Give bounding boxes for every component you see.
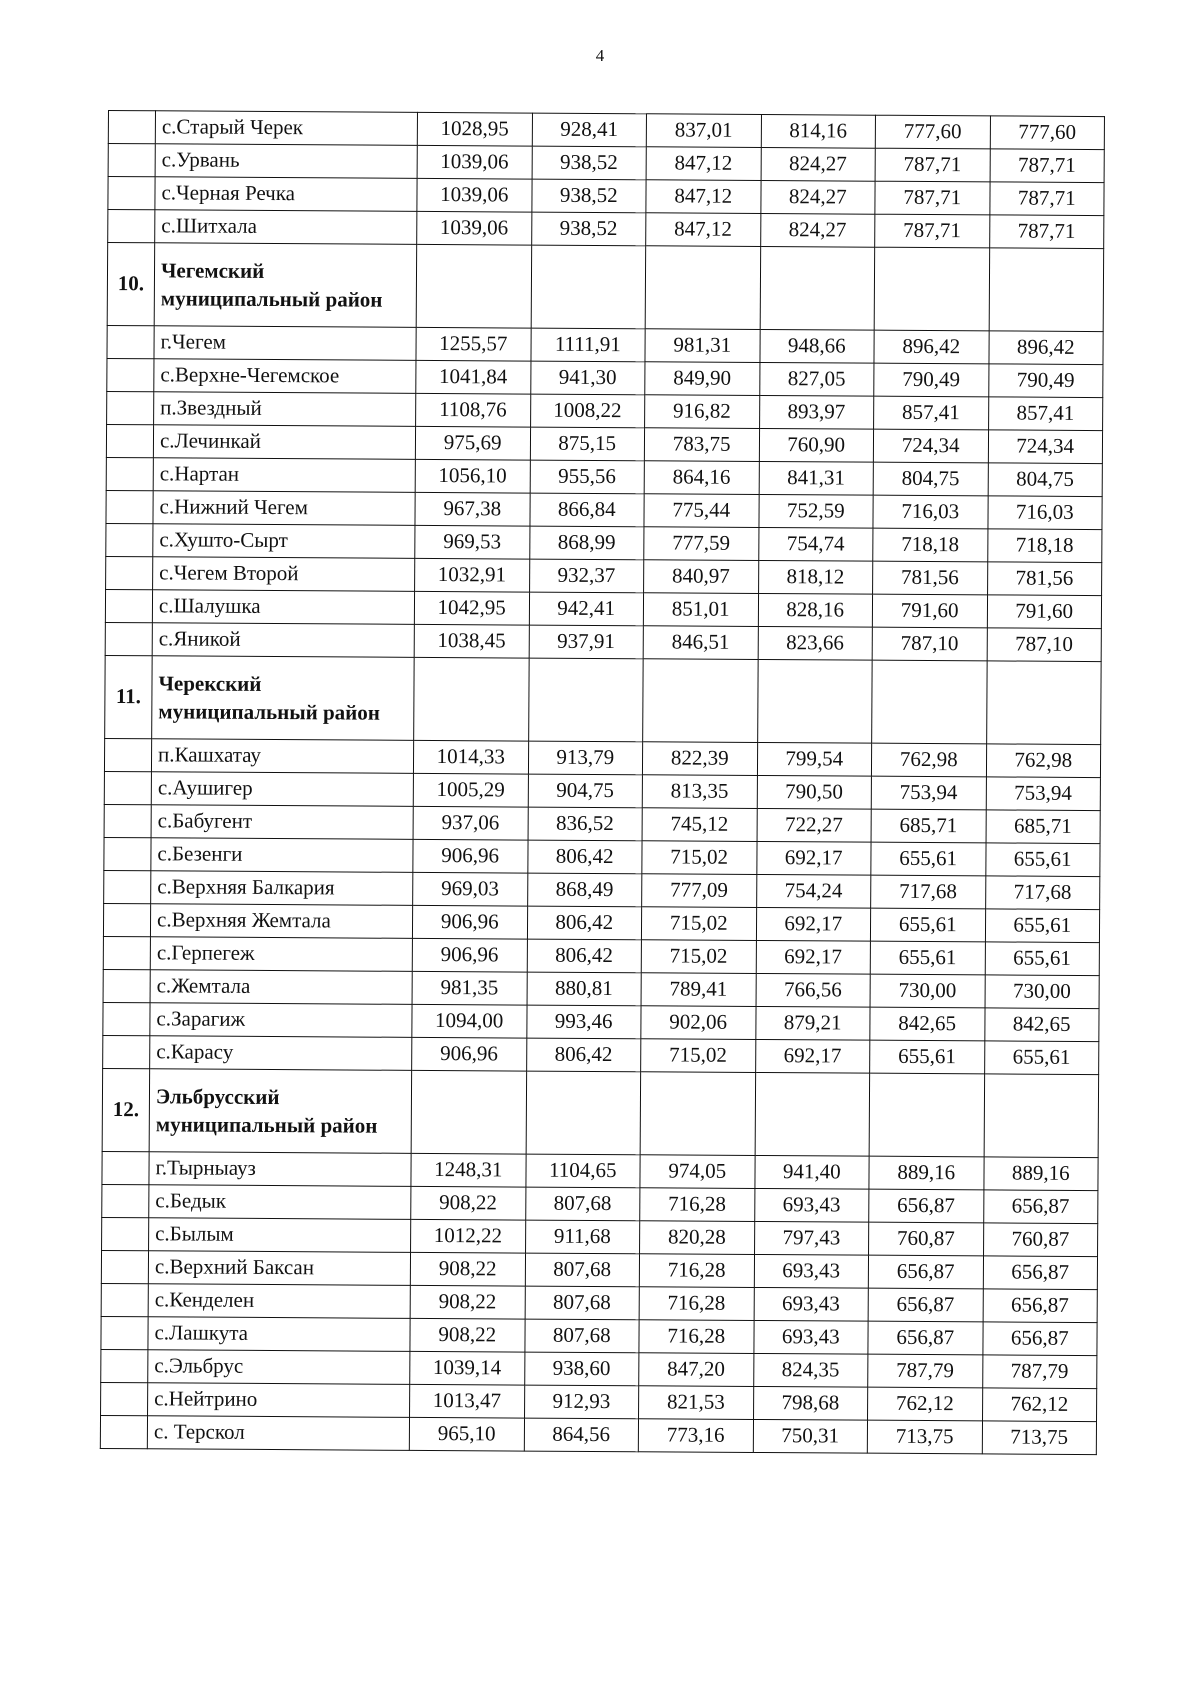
empty-cell bbox=[411, 1070, 526, 1154]
district-title: Эльбрусский муниципальный район bbox=[149, 1069, 412, 1154]
price-value-5: 655,61 bbox=[870, 1040, 985, 1074]
price-value-3: 851,01 bbox=[643, 593, 758, 627]
price-value-6: 762,12 bbox=[982, 1388, 1097, 1422]
price-value-6: 896,42 bbox=[988, 331, 1103, 365]
price-value-3: 745,12 bbox=[642, 808, 757, 842]
row-index-cell bbox=[103, 969, 150, 1002]
empty-cell bbox=[757, 659, 872, 743]
price-value-5: 717,68 bbox=[871, 875, 986, 909]
empty-cell bbox=[986, 661, 1101, 745]
empty-cell bbox=[872, 660, 987, 744]
price-value-6: 685,71 bbox=[986, 810, 1101, 844]
row-index-cell bbox=[106, 490, 153, 523]
price-value-6: 656,87 bbox=[983, 1256, 1098, 1290]
page-number: 4 bbox=[595, 46, 605, 65]
price-value-5: 787,71 bbox=[875, 148, 990, 182]
price-value-2: 955,56 bbox=[530, 460, 645, 494]
price-value-3: 847,12 bbox=[646, 147, 761, 181]
empty-cell bbox=[869, 1073, 984, 1157]
price-value-1: 908,22 bbox=[410, 1318, 525, 1352]
price-value-2: 864,56 bbox=[524, 1418, 639, 1452]
empty-cell bbox=[528, 658, 643, 742]
row-index-cell bbox=[101, 1349, 148, 1382]
price-value-4: 948,66 bbox=[759, 329, 874, 363]
price-value-2: 806,42 bbox=[527, 906, 642, 940]
price-value-4: 879,21 bbox=[755, 1006, 870, 1040]
price-value-6: 787,71 bbox=[990, 149, 1105, 183]
price-value-3: 821,53 bbox=[639, 1386, 754, 1420]
price-value-1: 1014,33 bbox=[413, 740, 528, 774]
price-value-1: 1028,95 bbox=[417, 112, 532, 146]
settlement-name: с.Эльбрус bbox=[148, 1350, 410, 1385]
price-value-3: 902,06 bbox=[641, 1006, 756, 1040]
row-index-cell bbox=[103, 936, 150, 969]
price-value-4: 693,43 bbox=[753, 1320, 868, 1354]
price-value-4: 692,17 bbox=[755, 1039, 870, 1073]
price-value-2: 806,42 bbox=[526, 1038, 641, 1072]
empty-cell bbox=[640, 1072, 755, 1156]
price-value-1: 1094,00 bbox=[412, 1004, 527, 1038]
price-value-3: 981,31 bbox=[645, 329, 760, 363]
price-value-4: 692,17 bbox=[756, 940, 871, 974]
price-value-2: 1111,91 bbox=[530, 328, 645, 362]
price-value-3: 849,90 bbox=[645, 362, 760, 396]
price-value-3: 777,59 bbox=[644, 527, 759, 561]
price-value-4: 754,24 bbox=[756, 874, 871, 908]
row-index-cell bbox=[106, 457, 153, 490]
price-value-6: 791,60 bbox=[987, 595, 1102, 629]
price-value-1: 908,22 bbox=[410, 1285, 525, 1319]
price-value-3: 777,09 bbox=[642, 874, 757, 908]
price-value-2: 868,49 bbox=[527, 873, 642, 907]
price-value-4: 824,27 bbox=[760, 213, 875, 247]
price-value-3: 916,82 bbox=[645, 395, 760, 429]
price-value-4: 790,50 bbox=[757, 775, 872, 809]
price-value-2: 807,68 bbox=[525, 1286, 640, 1320]
row-index-cell bbox=[103, 903, 150, 936]
price-value-2: 806,42 bbox=[527, 840, 642, 874]
settlement-name: г.Чегем bbox=[154, 326, 416, 361]
price-value-3: 820,28 bbox=[640, 1221, 755, 1255]
price-value-5: 724,34 bbox=[873, 429, 988, 463]
price-value-3: 846,51 bbox=[643, 626, 758, 660]
price-value-6: 656,87 bbox=[983, 1190, 1098, 1224]
price-value-5: 787,71 bbox=[875, 214, 990, 248]
settlement-name: с. Терскол bbox=[147, 1416, 409, 1451]
price-value-4: 766,56 bbox=[756, 973, 871, 1007]
empty-cell bbox=[760, 246, 875, 330]
price-value-5: 787,71 bbox=[875, 181, 990, 215]
price-value-1: 1042,95 bbox=[414, 591, 529, 625]
price-value-6: 655,61 bbox=[985, 909, 1100, 943]
price-value-5: 889,16 bbox=[869, 1156, 984, 1190]
settlement-name: с.Былым bbox=[149, 1218, 411, 1253]
price-value-2: 806,42 bbox=[527, 939, 642, 973]
price-value-1: 969,03 bbox=[413, 872, 528, 906]
price-value-4: 828,16 bbox=[758, 593, 873, 627]
price-value-3: 716,28 bbox=[640, 1188, 755, 1222]
row-index-cell bbox=[101, 1250, 148, 1283]
price-value-1: 1056,10 bbox=[415, 459, 530, 493]
price-value-2: 868,99 bbox=[529, 526, 644, 560]
price-value-6: 716,03 bbox=[987, 496, 1102, 530]
price-value-3: 847,20 bbox=[639, 1353, 754, 1387]
price-value-1: 1032,91 bbox=[415, 558, 530, 592]
price-value-4: 722,27 bbox=[757, 808, 872, 842]
price-value-6: 781,56 bbox=[987, 562, 1102, 596]
price-value-4: 692,17 bbox=[756, 841, 871, 875]
settlement-name: с.Зарагиж bbox=[150, 1003, 412, 1038]
price-value-5: 655,61 bbox=[871, 842, 986, 876]
price-value-1: 906,96 bbox=[412, 905, 527, 939]
price-value-6: 787,71 bbox=[989, 215, 1104, 249]
settlement-name: с.Хушто-Сырт bbox=[153, 524, 415, 559]
price-value-2: 941,30 bbox=[530, 361, 645, 395]
price-value-5: 790,49 bbox=[874, 363, 989, 397]
price-value-3: 837,01 bbox=[646, 114, 761, 148]
price-value-1: 1012,22 bbox=[411, 1219, 526, 1253]
price-value-1: 906,96 bbox=[412, 938, 527, 972]
price-value-3: 813,35 bbox=[642, 775, 757, 809]
price-value-4: 799,54 bbox=[757, 742, 872, 776]
price-value-1: 908,22 bbox=[411, 1186, 526, 1220]
settlement-name: с.Старый Черек bbox=[155, 111, 417, 146]
settlement-name: с.Верхний Баксан bbox=[148, 1251, 410, 1286]
price-value-5: 760,87 bbox=[869, 1222, 984, 1256]
settlement-name: с.Черная Речка bbox=[155, 177, 417, 212]
price-value-4: 693,43 bbox=[754, 1287, 869, 1321]
settlement-name: с.Бабугент bbox=[151, 805, 413, 840]
price-value-5: 656,87 bbox=[868, 1255, 983, 1289]
settlement-name: с.Яникой bbox=[152, 623, 414, 658]
price-value-3: 783,75 bbox=[644, 428, 759, 462]
price-value-6: 718,18 bbox=[987, 529, 1102, 563]
price-value-5: 896,42 bbox=[874, 330, 989, 364]
price-value-3: 773,16 bbox=[638, 1419, 753, 1453]
row-index-cell bbox=[108, 177, 155, 210]
settlement-name: с.Безенги bbox=[151, 838, 413, 873]
price-value-5: 762,12 bbox=[868, 1387, 983, 1421]
price-value-6: 762,98 bbox=[986, 744, 1101, 778]
settlement-name: с.Жемтала bbox=[150, 970, 412, 1005]
empty-cell bbox=[874, 247, 989, 331]
price-value-4: 893,97 bbox=[759, 395, 874, 429]
empty-cell bbox=[526, 1071, 641, 1155]
price-value-6: 713,75 bbox=[982, 1421, 1097, 1455]
settlement-name: с.Кенделен bbox=[148, 1284, 410, 1319]
price-value-2: 836,52 bbox=[528, 807, 643, 841]
row-index-cell bbox=[105, 622, 152, 655]
settlement-name: с.Карасу bbox=[150, 1036, 412, 1071]
row-index-cell bbox=[103, 1002, 150, 1035]
row-index-cell bbox=[108, 111, 155, 144]
price-value-5: 781,56 bbox=[873, 561, 988, 595]
empty-cell bbox=[645, 246, 760, 330]
price-value-2: 912,93 bbox=[524, 1385, 639, 1419]
district-number: 11. bbox=[105, 655, 153, 738]
price-value-2: 938,52 bbox=[531, 212, 646, 246]
price-value-2: 807,68 bbox=[524, 1319, 639, 1353]
price-value-4: 760,90 bbox=[759, 428, 874, 462]
price-value-5: 656,87 bbox=[868, 1288, 983, 1322]
row-index-cell bbox=[104, 870, 151, 903]
price-value-2: 807,68 bbox=[525, 1253, 640, 1287]
tariff-table bbox=[100, 110, 1105, 1455]
settlement-name: с.Нижний Чегем bbox=[153, 491, 415, 526]
district-number: 12. bbox=[102, 1068, 150, 1151]
row-index-cell bbox=[101, 1382, 148, 1415]
row-index-cell bbox=[106, 523, 153, 556]
price-value-6: 717,68 bbox=[985, 876, 1100, 910]
price-value-5: 842,65 bbox=[870, 1007, 985, 1041]
price-value-6: 655,61 bbox=[985, 942, 1100, 976]
price-value-5: 791,60 bbox=[872, 594, 987, 628]
price-value-4: 693,43 bbox=[754, 1254, 869, 1288]
row-index-cell bbox=[100, 1415, 147, 1448]
settlement-name: с.Урвань bbox=[155, 144, 417, 179]
price-value-4: 750,31 bbox=[753, 1419, 868, 1453]
row-index-cell bbox=[106, 556, 153, 589]
price-value-1: 1039,06 bbox=[417, 178, 532, 212]
price-value-3: 716,28 bbox=[639, 1320, 754, 1354]
settlement-name: п.Кашхатау bbox=[151, 739, 413, 774]
price-value-1: 1005,29 bbox=[413, 773, 528, 807]
row-index-cell bbox=[107, 391, 154, 424]
price-value-6: 787,10 bbox=[987, 628, 1102, 662]
price-value-5: 804,75 bbox=[873, 462, 988, 496]
price-value-4: 841,31 bbox=[759, 461, 874, 495]
price-value-3: 822,39 bbox=[642, 742, 757, 776]
price-value-2: 1008,22 bbox=[530, 394, 645, 428]
district-number: 10. bbox=[107, 243, 155, 326]
price-value-6: 790,49 bbox=[988, 364, 1103, 398]
price-value-2: 938,60 bbox=[524, 1352, 639, 1386]
price-value-3: 716,28 bbox=[639, 1287, 754, 1321]
settlement-name: с.Шалушка bbox=[152, 590, 414, 625]
district-title: Чегемский муниципальный район bbox=[154, 243, 417, 328]
price-value-4: 824,35 bbox=[753, 1353, 868, 1387]
price-value-2: 911,68 bbox=[525, 1220, 640, 1254]
price-value-2: 937,91 bbox=[529, 625, 644, 659]
price-value-4: 941,40 bbox=[754, 1155, 869, 1189]
settlement-name: с.Аушигер bbox=[151, 772, 413, 807]
price-value-3: 715,02 bbox=[641, 1039, 756, 1073]
price-value-3: 847,12 bbox=[646, 180, 761, 214]
price-value-4: 818,12 bbox=[758, 560, 873, 594]
price-value-2: 880,81 bbox=[527, 972, 642, 1006]
settlement-name: с.Лечинкай bbox=[153, 425, 415, 460]
settlement-name: с.Лашкута bbox=[148, 1317, 410, 1352]
price-value-3: 840,97 bbox=[644, 560, 759, 594]
row-index-cell bbox=[105, 589, 152, 622]
price-value-5: 655,61 bbox=[870, 941, 985, 975]
price-value-1: 906,96 bbox=[413, 839, 528, 873]
row-index-cell bbox=[107, 325, 154, 358]
price-value-4: 752,59 bbox=[758, 494, 873, 528]
price-value-2: 904,75 bbox=[528, 774, 643, 808]
price-value-6: 889,16 bbox=[983, 1157, 1098, 1191]
empty-cell bbox=[755, 1072, 870, 1156]
table-row bbox=[100, 1415, 1096, 1454]
price-value-1: 1108,76 bbox=[416, 393, 531, 427]
price-value-5: 716,03 bbox=[873, 495, 988, 529]
price-value-2: 932,37 bbox=[529, 559, 644, 593]
price-value-1: 1039,06 bbox=[417, 211, 532, 245]
price-value-5: 656,87 bbox=[868, 1321, 983, 1355]
price-value-5: 713,75 bbox=[867, 1420, 982, 1454]
price-value-4: 693,43 bbox=[754, 1188, 869, 1222]
district-title: Черекский муниципальный район bbox=[152, 656, 415, 741]
price-value-1: 1013,47 bbox=[410, 1384, 525, 1418]
settlement-name: п.Звездный bbox=[154, 392, 416, 427]
price-value-5: 656,87 bbox=[869, 1189, 984, 1223]
price-value-4: 797,43 bbox=[754, 1221, 869, 1255]
price-value-1: 965,10 bbox=[409, 1417, 524, 1451]
row-index-cell bbox=[106, 424, 153, 457]
settlement-name: с.Бедык bbox=[149, 1185, 411, 1220]
settlement-name: с.Шитхала bbox=[155, 210, 417, 245]
price-value-3: 715,02 bbox=[642, 841, 757, 875]
price-value-1: 937,06 bbox=[413, 806, 528, 840]
row-index-cell bbox=[104, 804, 151, 837]
price-value-3: 775,44 bbox=[644, 494, 759, 528]
row-index-cell bbox=[104, 738, 151, 771]
empty-cell bbox=[416, 244, 531, 328]
price-value-1: 981,35 bbox=[412, 971, 527, 1005]
empty-cell bbox=[643, 659, 758, 743]
price-value-2: 938,52 bbox=[532, 146, 647, 180]
price-value-5: 730,00 bbox=[870, 974, 985, 1008]
empty-cell bbox=[984, 1074, 1099, 1158]
price-value-5: 787,10 bbox=[872, 627, 987, 661]
price-value-6: 655,61 bbox=[985, 843, 1100, 877]
row-index-cell bbox=[102, 1217, 149, 1250]
price-value-6: 656,87 bbox=[982, 1322, 1097, 1356]
price-value-6: 730,00 bbox=[985, 975, 1100, 1009]
price-value-4: 692,17 bbox=[756, 907, 871, 941]
price-value-6: 842,65 bbox=[984, 1008, 1099, 1042]
price-value-6: 656,87 bbox=[983, 1289, 1098, 1323]
district-header-row bbox=[105, 655, 1101, 744]
price-value-3: 789,41 bbox=[641, 973, 756, 1007]
price-value-6: 655,61 bbox=[984, 1041, 1099, 1075]
price-value-6: 857,41 bbox=[988, 397, 1103, 431]
price-value-2: 942,41 bbox=[529, 592, 644, 626]
price-value-5: 655,61 bbox=[870, 908, 985, 942]
row-index-cell bbox=[103, 1035, 150, 1068]
tariff-table-body bbox=[100, 111, 1104, 1455]
row-index-cell bbox=[107, 358, 154, 391]
settlement-name: с.Верхне-Чегемское bbox=[154, 359, 416, 394]
price-value-4: 824,27 bbox=[761, 147, 876, 181]
price-value-6: 787,71 bbox=[989, 182, 1104, 216]
price-value-1: 1039,06 bbox=[417, 145, 532, 179]
price-value-3: 847,12 bbox=[646, 213, 761, 247]
price-value-1: 908,22 bbox=[410, 1252, 525, 1286]
empty-cell bbox=[531, 245, 646, 329]
settlement-name: с.Верхняя Балкария bbox=[151, 871, 413, 906]
price-value-1: 975,69 bbox=[415, 426, 530, 460]
row-index-cell bbox=[108, 144, 155, 177]
row-index-cell bbox=[102, 1184, 149, 1217]
price-value-6: 787,79 bbox=[982, 1355, 1097, 1389]
price-value-2: 938,52 bbox=[531, 179, 646, 213]
price-value-3: 715,02 bbox=[641, 940, 756, 974]
price-value-1: 1255,57 bbox=[416, 327, 531, 361]
row-index-cell bbox=[101, 1283, 148, 1316]
price-value-5: 777,60 bbox=[875, 115, 990, 149]
price-value-6: 760,87 bbox=[983, 1223, 1098, 1257]
price-value-5: 787,79 bbox=[868, 1354, 983, 1388]
price-value-5: 718,18 bbox=[873, 528, 988, 562]
price-value-2: 1104,65 bbox=[525, 1154, 640, 1188]
price-value-5: 685,71 bbox=[871, 809, 986, 843]
price-value-4: 754,74 bbox=[758, 527, 873, 561]
empty-cell bbox=[989, 248, 1104, 332]
settlement-name: г.Тырныауз bbox=[149, 1152, 411, 1187]
price-value-6: 753,94 bbox=[986, 777, 1101, 811]
price-value-4: 814,16 bbox=[761, 114, 876, 148]
price-value-1: 1039,14 bbox=[410, 1351, 525, 1385]
price-value-2: 807,68 bbox=[525, 1187, 640, 1221]
price-value-1: 1248,31 bbox=[411, 1153, 526, 1187]
price-value-2: 875,15 bbox=[530, 427, 645, 461]
price-value-1: 1041,84 bbox=[416, 360, 531, 394]
district-header-row bbox=[102, 1068, 1098, 1157]
settlement-name: с.Верхняя Жемтала bbox=[150, 904, 412, 939]
price-value-5: 857,41 bbox=[874, 396, 989, 430]
price-value-1: 1038,45 bbox=[414, 624, 529, 658]
settlement-name: с.Нартан bbox=[153, 458, 415, 493]
price-value-4: 824,27 bbox=[760, 180, 875, 214]
row-index-cell bbox=[104, 837, 151, 870]
settlement-name: с.Герпегеж bbox=[150, 937, 412, 972]
price-value-3: 716,28 bbox=[639, 1254, 754, 1288]
price-value-2: 928,41 bbox=[532, 113, 647, 147]
price-value-4: 798,68 bbox=[753, 1386, 868, 1420]
price-value-1: 906,96 bbox=[412, 1037, 527, 1071]
price-value-3: 864,16 bbox=[644, 461, 759, 495]
price-value-6: 724,34 bbox=[988, 430, 1103, 464]
district-header-row bbox=[107, 243, 1103, 332]
price-value-3: 715,02 bbox=[641, 907, 756, 941]
row-index-cell bbox=[108, 210, 155, 243]
price-value-5: 762,98 bbox=[871, 743, 986, 777]
row-index-cell bbox=[101, 1316, 148, 1349]
settlement-name: с.Чегем Второй bbox=[153, 557, 415, 592]
price-value-4: 827,05 bbox=[759, 362, 874, 396]
settlement-name: с.Нейтрино bbox=[148, 1383, 410, 1418]
price-value-1: 967,38 bbox=[415, 492, 530, 526]
empty-cell bbox=[414, 657, 529, 741]
price-value-2: 866,84 bbox=[529, 493, 644, 527]
price-value-3: 974,05 bbox=[640, 1155, 755, 1189]
row-index-cell bbox=[102, 1151, 149, 1184]
row-index-cell bbox=[104, 771, 151, 804]
price-value-5: 753,94 bbox=[871, 776, 986, 810]
price-value-2: 913,79 bbox=[528, 741, 643, 775]
price-value-6: 804,75 bbox=[988, 463, 1103, 497]
price-value-2: 993,46 bbox=[526, 1005, 641, 1039]
price-value-6: 777,60 bbox=[990, 116, 1105, 150]
price-value-1: 969,53 bbox=[415, 525, 530, 559]
price-value-4: 823,66 bbox=[758, 626, 873, 660]
